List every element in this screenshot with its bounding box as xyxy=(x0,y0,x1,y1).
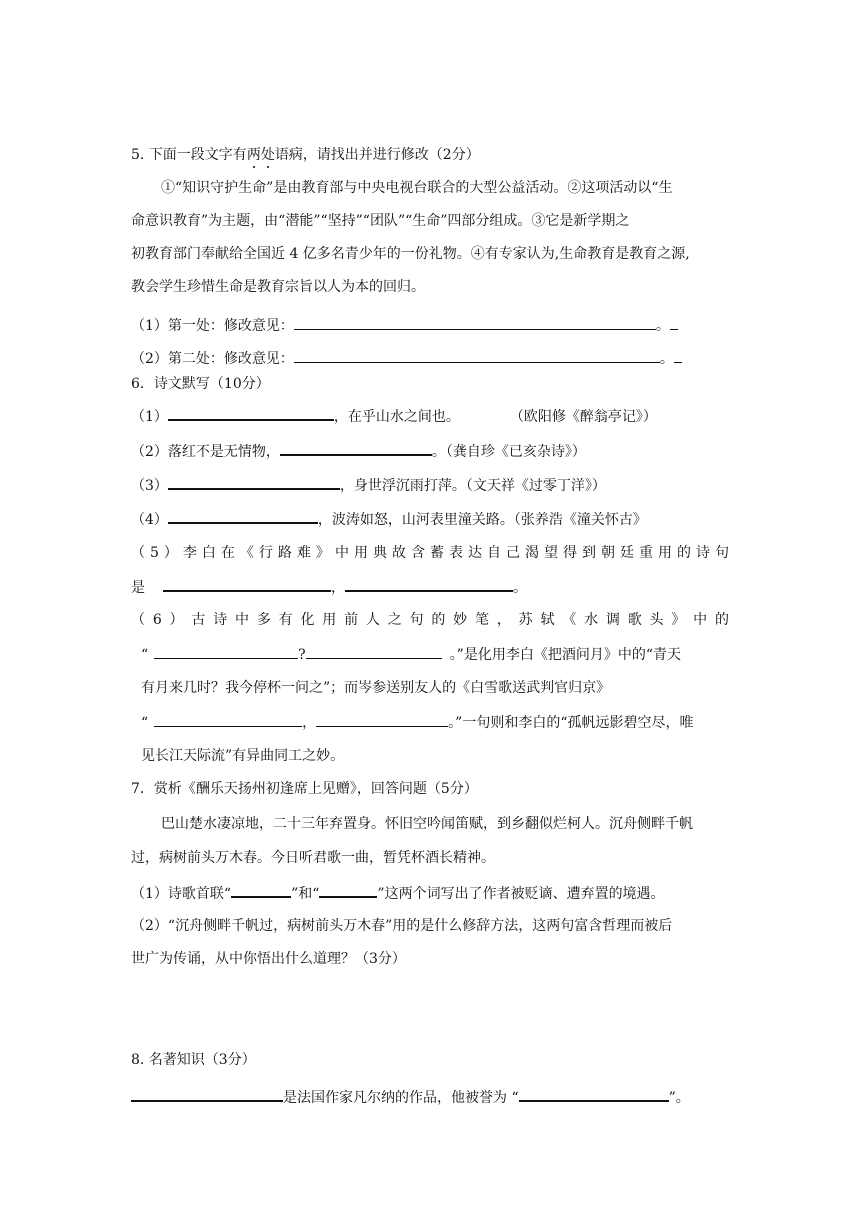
item-text: ，身世浮沉雨打萍。（文天祥《过零丁洋》） xyxy=(339,478,606,494)
item-text: 。”一句则和李白的“孤帆远影碧空尽，唯 xyxy=(448,715,694,731)
period: 。 xyxy=(655,318,670,334)
q7-poem-line: 巴山楚水凄凉地，二十三年弃置身。怀旧空吟闻笛赋，到乡翻似烂柯人。沉舟侧畔千帆 xyxy=(161,816,693,832)
item-number: （1） xyxy=(131,409,168,425)
q5-passage-line: 命意识教育”为主题，由“潜能”“坚持”“团队”“生命”四部分组成。③它是新学期之 xyxy=(131,213,630,229)
item-number: （4） xyxy=(131,512,168,528)
blank-line[interactable] xyxy=(168,474,340,490)
q7-poem-line: 过，病树前头万木春。今日听君歌一曲，暂凭杯酒长精神。 xyxy=(131,850,495,866)
blank-line[interactable] xyxy=(294,348,660,363)
q5-passage-line: 教会学生珍惜生命是教育宗旨以人为本的回归。 xyxy=(131,279,425,295)
blank-line[interactable] xyxy=(294,315,656,330)
q5-title-text: 5. 下面一段文字有 xyxy=(131,147,247,163)
item-source: （欧阳修《醉翁亭记》） xyxy=(509,409,657,425)
period: 。 xyxy=(659,351,674,367)
q6-item-6-line1: （6）古诗中多有化用前人之句的妙笔，苏轼《水调歌头》中的 xyxy=(131,612,729,628)
blank-line[interactable] xyxy=(345,576,513,592)
item-text: ”和“ xyxy=(291,886,320,902)
blank-line[interactable] xyxy=(163,576,331,592)
emphasis-dot-char: 处 xyxy=(260,147,275,163)
blank-line[interactable] xyxy=(280,440,432,456)
comma: ， xyxy=(331,580,345,596)
item-number: （3） xyxy=(131,478,168,494)
q6-item-5-line2 xyxy=(131,576,527,598)
q7-title: 7．赏析《酬乐天扬州初逢席上见赠》，回答问题（5分） xyxy=(131,781,478,797)
blank-line[interactable] xyxy=(168,508,318,524)
q6-title: 6．诗文默写（10分） xyxy=(131,376,270,392)
q7-sub-2-line1: （2）“沉舟侧畔千帆过，病树前头万木春”用的是什么修辞方法，这两句富含哲理而被后 xyxy=(131,918,673,934)
emphasis-dot-char: 两 xyxy=(246,147,261,163)
blank-line[interactable] xyxy=(154,644,298,659)
q5-title xyxy=(131,145,480,165)
period: 。 xyxy=(513,580,527,596)
comma: ， xyxy=(302,715,317,731)
blank-line[interactable] xyxy=(319,882,377,898)
q6-item-5-line1: （5）李白在《行路难》中用典故含蓄表达自己渴望得到朝廷重用的诗句 xyxy=(131,545,729,561)
q5-answer-label: （2）第二处：修改意见： xyxy=(131,351,294,367)
q6-item-6-line4 xyxy=(141,712,694,733)
q6-item-6-line3: 有月来几时？我今停杯一问之”；而岑参送别友人的《白雪歌送武判官归京》 xyxy=(141,680,611,696)
question-mark: ? xyxy=(298,647,306,663)
item-text: ，波涛如怒，山河表里潼关路。（张养浩《潼关怀古》 xyxy=(317,512,647,528)
q6-item-4 xyxy=(131,508,647,530)
q6-item-1 xyxy=(131,405,657,427)
item-text: （1）诗歌首联“ xyxy=(131,886,232,902)
q5-passage-line: ①“知识守护生命”是由教育部与中央电视台联合的大型公益活动。②这项活动以“生 xyxy=(161,180,673,196)
q8-line xyxy=(131,1086,690,1108)
q6-item-3 xyxy=(131,474,606,496)
blank-line[interactable] xyxy=(519,1086,669,1102)
q6-item-2 xyxy=(131,440,586,462)
q6-item-6-line2 xyxy=(141,644,681,665)
item-text: ”。 xyxy=(668,1090,690,1106)
q5-title-text: 语病，请找出并进行修改（2分） xyxy=(274,147,480,163)
blank-line[interactable] xyxy=(154,712,302,727)
q5-answer-1 xyxy=(131,315,678,336)
q5-passage-line: 初教育部门奉献给全国近 4 亿多名青少年的一份礼物。④有专家认为,生命教育是教育之源, xyxy=(131,246,690,262)
item-text: 。（龚自珍《已亥杂诗》） xyxy=(431,444,586,460)
blank-line xyxy=(670,315,678,330)
blank-line[interactable] xyxy=(168,405,334,421)
item-text: 是 xyxy=(131,580,145,596)
quote-mark: “ xyxy=(141,715,149,731)
item-text: 。”是化用李白《把酒问月》中的“青天 xyxy=(449,647,682,663)
blank-line[interactable] xyxy=(306,644,442,659)
q5-answer-2 xyxy=(131,348,682,369)
item-text: ”这两个词写出了作者被贬谪、遭弃置的境遇。 xyxy=(377,886,665,902)
item-text: ，在乎山水之间也。 xyxy=(333,409,460,425)
blank-line[interactable] xyxy=(316,712,448,727)
blank-line[interactable] xyxy=(231,882,291,898)
q6-item-6-line5: 见长江天际流”有异曲同工之妙。 xyxy=(141,748,345,764)
item-text: （2）落红不是无情物， xyxy=(131,444,280,460)
item-text: 是法国作家凡尔纳的作品，他被誉为 “ xyxy=(283,1090,519,1106)
blank-line xyxy=(674,348,682,363)
q8-title: 8. 名著知识（3分） xyxy=(131,1052,256,1068)
quote-mark: “ xyxy=(141,647,149,663)
blank-line[interactable] xyxy=(131,1086,283,1102)
q7-sub-1 xyxy=(131,882,665,904)
q7-sub-2-line2: 世广为传诵，从中你悟出什么道理？（3分） xyxy=(131,951,406,967)
q5-answer-label: （1）第一处：修改意见： xyxy=(131,318,294,334)
